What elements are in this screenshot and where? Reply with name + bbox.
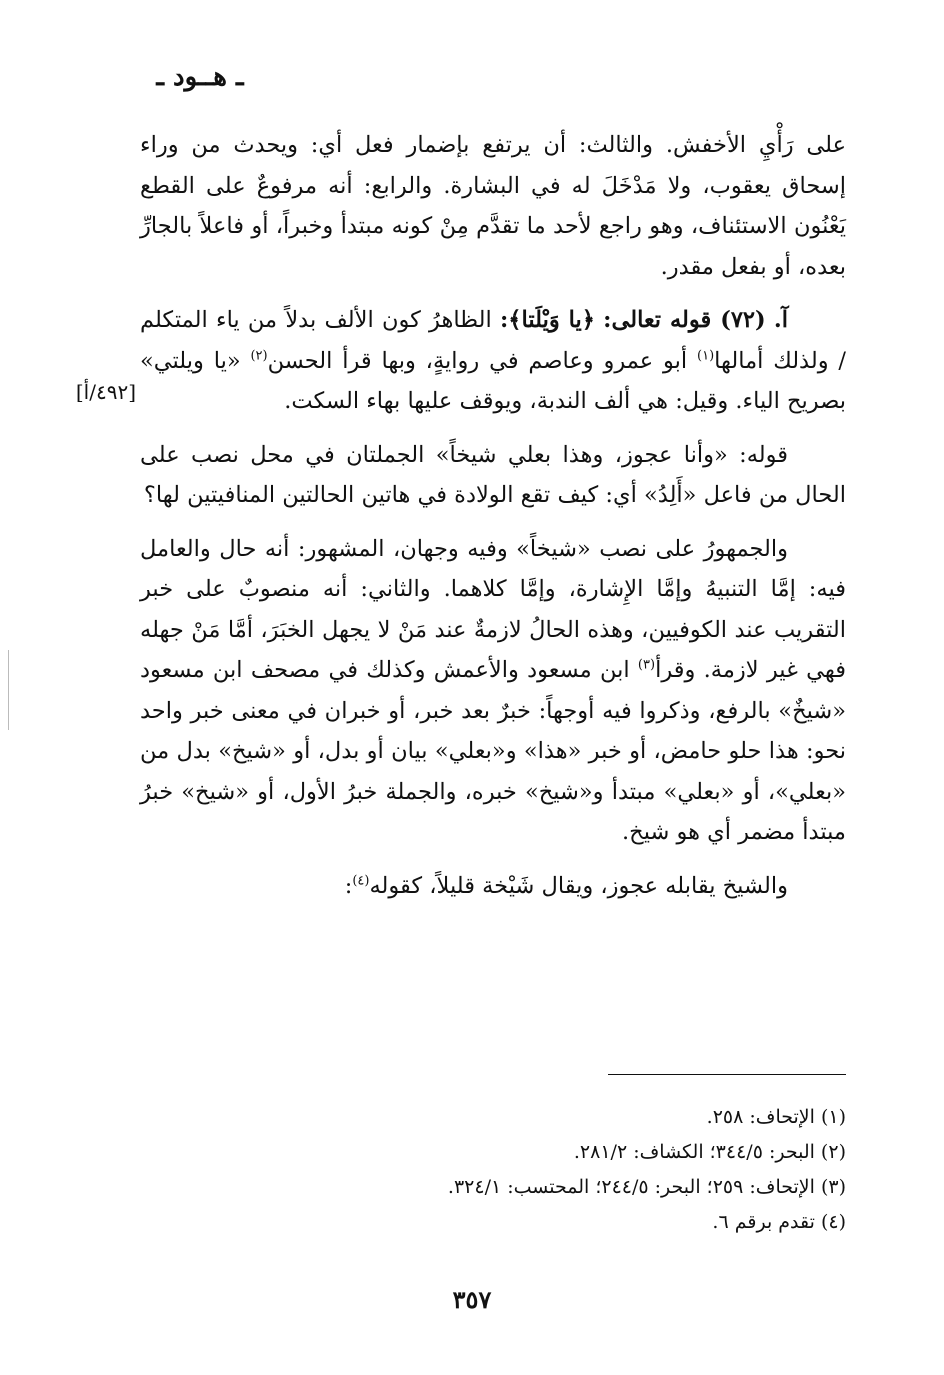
paragraph-5 (140, 866, 846, 907)
paragraph-1: على رَأْيِ الأخفش. والثالث: أن يرتفع بإضمار فعل أي: ويحدث من وراء إسحاق يعقوب، ولا مَدْخَلَ له في البشارة. والرابع: أنه مرفوعٌ على القطع يَعْنُون الاستئناف، وهو راجع لأحد ما تقدَّم مِنْ كونه مبتدأ وخبراً، أو فاعلاً بالجارِّ بعده، أو بفعل مقدر. (140, 132, 846, 280)
paragraph-4 (140, 529, 846, 853)
paragraph-2-text-3: «يا ويلتي» بصريح الياء. وقيل: هي ألف الندبة، ويوقف عليها بهاء السكت. (140, 347, 846, 414)
footnote-1: (١) الإتحاف: ٢٥٨. (706, 1106, 846, 1128)
running-title: ـ هــود ـ (156, 62, 244, 92)
footnote-ref-1: (١) (697, 348, 715, 363)
footnote-4: (٤) تقدم برقم ٦. (712, 1211, 846, 1233)
quran-quote: ﴿يا وَيْلَتا﴾: (499, 307, 595, 333)
footnote-ref-3: (٣) (637, 657, 656, 673)
footnote-ref-2: (٢) (250, 348, 268, 363)
paragraph-5-text: والشيخ يقابله عجوز، ويقال شَيْخة قليلاً، كقوله (369, 872, 788, 899)
footnote-separator (608, 1074, 846, 1075)
footnote-2: (٢) البحر: ٣٤٤/٥؛ الكشاف: ٢٨١/٢. (573, 1141, 846, 1163)
paragraph-4-text-1: والجمهورُ على نصب «شيخاً» وفيه وجهان، المشهور: أنه حال والعامل فيه: إمَّا التنبيهُ وإمَّا الإِشارة، وإمَّا كلاهما. والثاني: أنه منصوبٌ على خبر التقريب عند الكوفيين، وهذه الحالُ لازمةٌ عند مَنْ لا يجهل الخبَرَ، أمَّا مَنْ جهله فهي غير لازمة. وقرأ (140, 535, 847, 683)
scan-edge-line (8, 650, 9, 730)
body-text (140, 125, 846, 906)
verse-marker: آ. (773, 307, 789, 333)
footnote-ref-4: (٤) (352, 873, 370, 888)
verse-lead: (٧٢) قوله تعالى: (603, 307, 766, 333)
paragraph-2-text-2: أبو عمرو وعاصم في روايةٍ، وبها قرأ الحسن (267, 347, 698, 374)
paragraph-2-text-1: الظاهرُ كون الألف بدلاً من ياء المتكلم / ولذلك أمالها (140, 307, 846, 374)
footnotes (200, 1100, 846, 1240)
page-number: ٣٥٧ (452, 1285, 492, 1314)
paragraph-4-text-2: ابن مسعود والأعمش وكذلك في مصحف ابن مسعود «شيخٌ» بالرفع، وذكروا فيه أوجهاً: خبرٌ بعد خبر، أو خبران في معنى خبر واحد نحو: هذا حلو حامض، أو خبر «هذا» و«بعلي» بيان أو بدل، أو «شيخ» بدل من «بعلي»، أو «بعلي» مبتدأ و«شيخ» خبره، والجملة خبرُ الأول، أو «شيخ» خبرُ مبتدأ مضمر أي هو شيخ. (140, 657, 846, 845)
footnote-3: (٣) الإتحاف: ٢٥٩؛ البحر: ٢٤٤/٥؛ المحتسب: ٣٢٤/١. (447, 1176, 846, 1198)
manuscript-folio-note: [٤٩٢/أ] (75, 380, 136, 404)
paragraph-2 (140, 300, 846, 422)
paragraph-5-tail: : (344, 872, 353, 899)
paragraph-3: قوله: «وأنا عجوز، وهذا بعلي شيخاً» الجملتان في محل نصب على الحال من فاعل «أَلِدُ» أي: كيف تقع الولادة في هاتين الحالتين المنافيتين لها؟ (140, 441, 846, 508)
